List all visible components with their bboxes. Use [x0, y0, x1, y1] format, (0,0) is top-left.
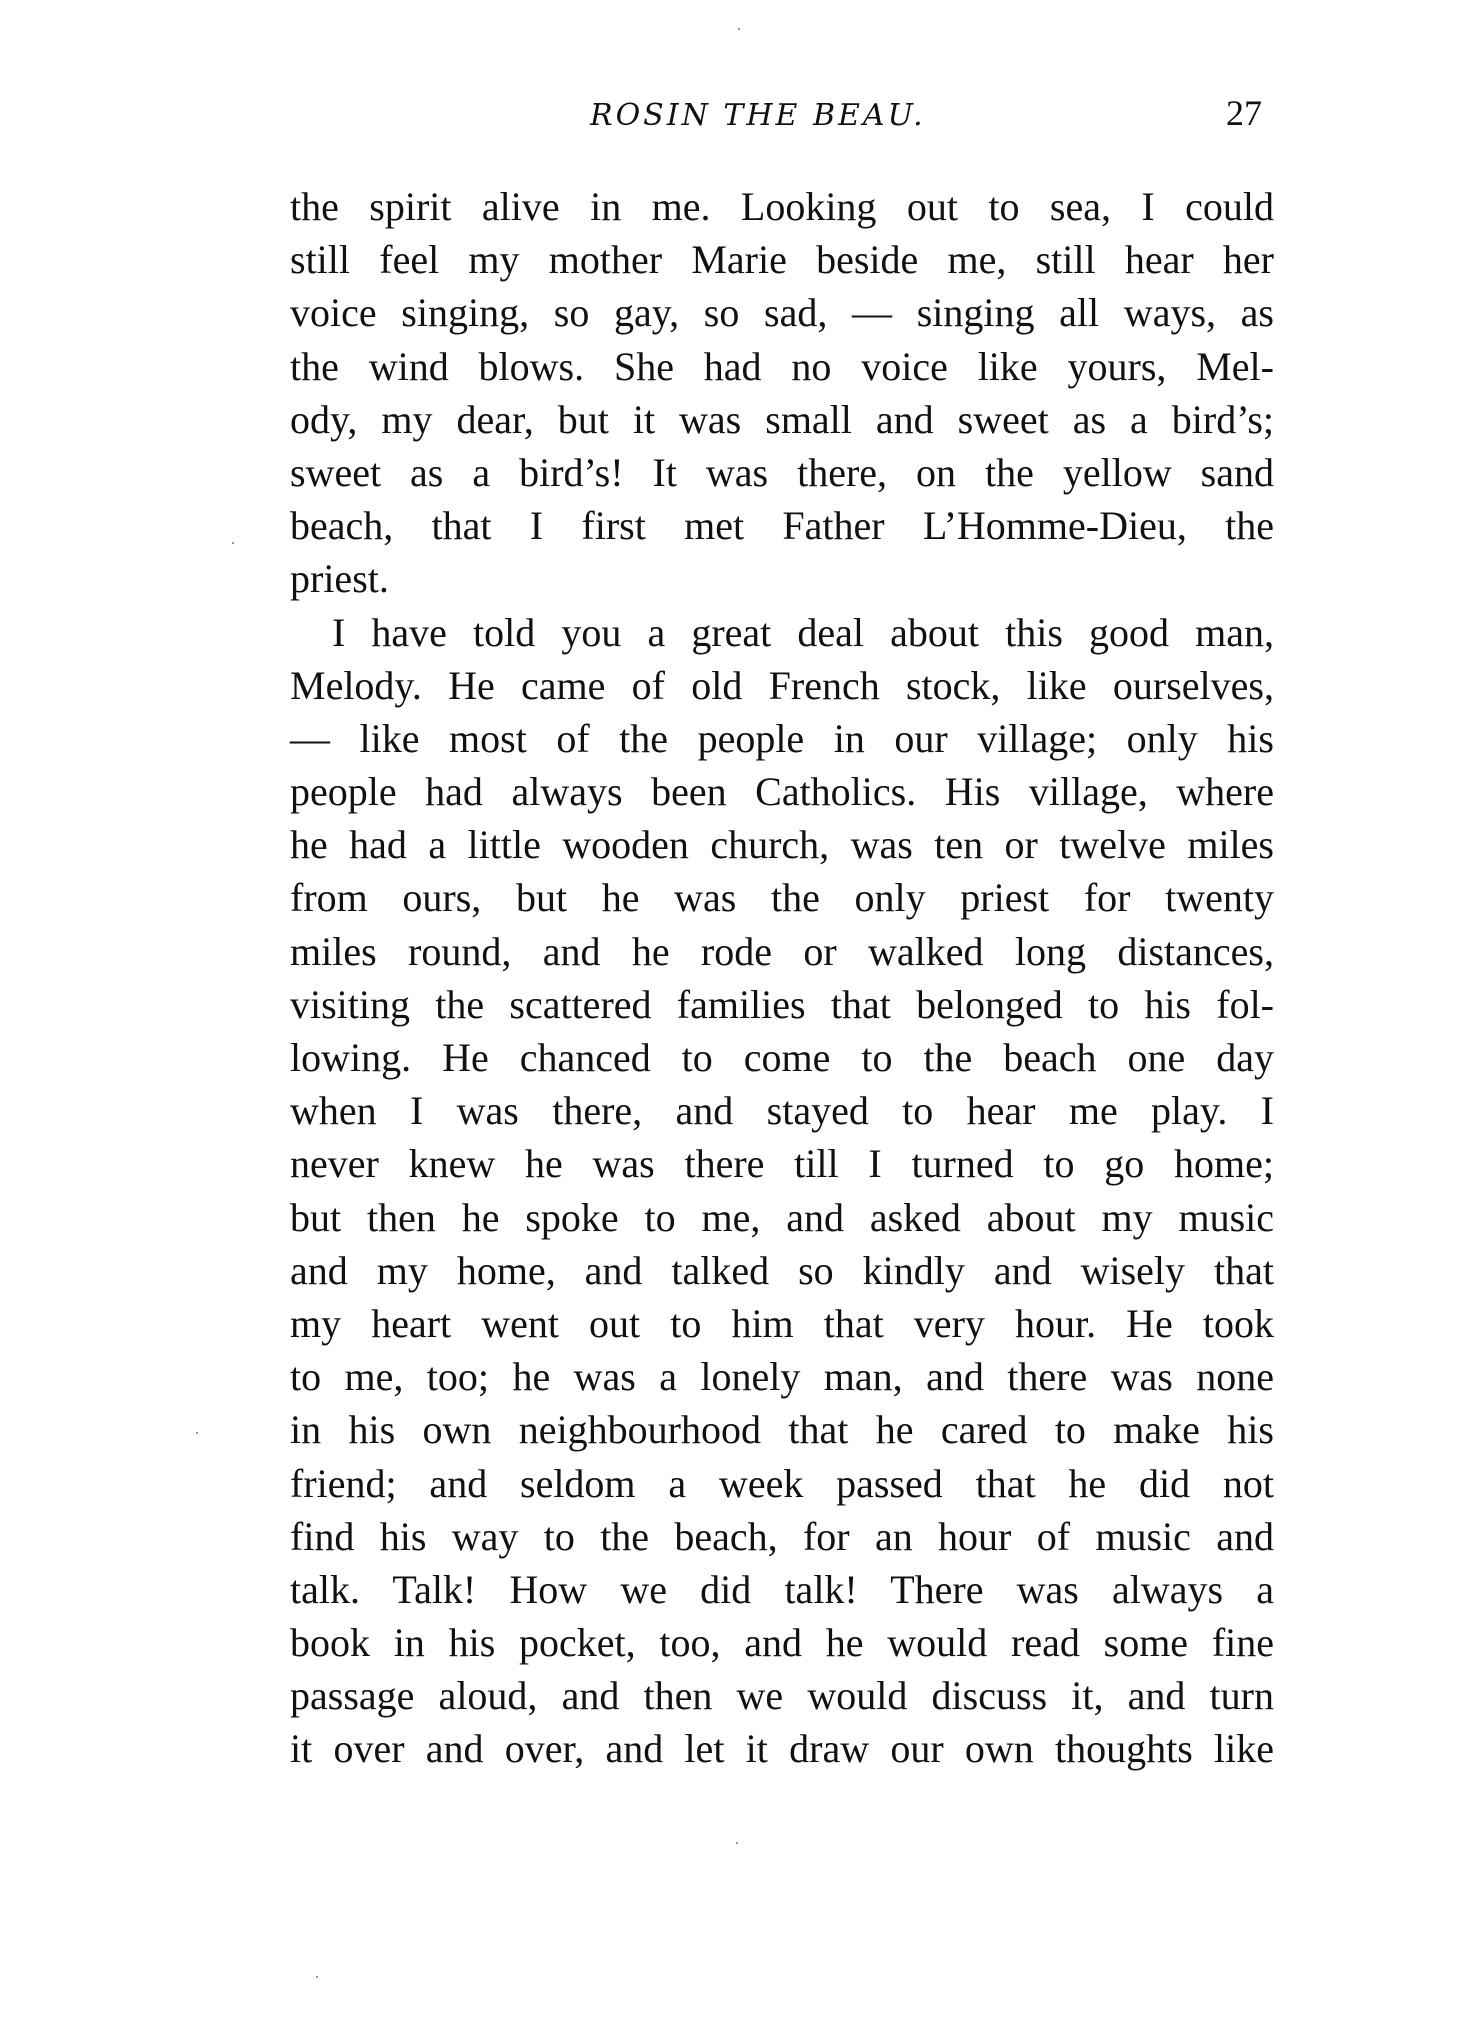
text-line: in his own neighbourhood that he cared to make his	[290, 1407, 1274, 1453]
text-line: lowing. He chanced to come to the beach one day	[290, 1035, 1274, 1080]
text-line: from ours, but he was the only priest for twenty	[290, 875, 1274, 921]
scan-speck	[232, 542, 234, 544]
text-line: book in his pocket, too, and he would read some fine	[290, 1620, 1274, 1666]
text-line: he had a little wooden church, was ten or twelve miles	[290, 822, 1274, 868]
text-line: when I was there, and stayed to hear me play. I	[290, 1088, 1274, 1134]
text-line: find his way to the beach, for an hour of music and	[290, 1513, 1274, 1559]
text-line: sweet as a bird’s! It was there, on the yellow sand	[290, 449, 1274, 495]
running-title: ROSIN THE BEAU.	[590, 98, 926, 133]
text-line: ody, my dear, but it was small and sweet as a bird’s;	[290, 396, 1274, 442]
text-line: — like most of the people in our village; only his	[290, 715, 1274, 761]
text-line: beach, that I first met Father L’Homme-Dieu, the	[290, 503, 1274, 549]
scan-speck	[316, 1976, 318, 1978]
text-line: never knew he was there till I turned to go home;	[290, 1141, 1274, 1187]
text-line: passage aloud, and then we would discuss it, and turn	[290, 1673, 1274, 1719]
scan-speck	[738, 28, 740, 30]
text-line: still feel my mother Marie beside me, still hear her	[290, 237, 1274, 283]
text-line: my heart went out to him that very hour. He took	[290, 1300, 1274, 1346]
text-line: and my home, and talked so kindly and wisely that	[290, 1247, 1274, 1293]
scan-speck	[736, 1842, 738, 1844]
page-number: 27	[1226, 93, 1262, 133]
paragraph-start-line: I have told you a great deal about this good man,	[332, 609, 1274, 655]
text-line: priest.	[290, 556, 389, 602]
text-line: but then he spoke to me, and asked about my music	[290, 1194, 1274, 1240]
text-line: voice singing, so gay, so sad, — singing all ways, as	[290, 290, 1274, 336]
text-line: the spirit alive in me. Looking out to sea, I could	[290, 184, 1274, 229]
body-text	[290, 180, 1274, 1776]
scan-speck	[196, 1432, 198, 1434]
text-line: to me, too; he was a lonely man, and there was none	[290, 1354, 1274, 1400]
text-line: visiting the scattered families that belonged to his fol-	[290, 981, 1274, 1027]
text-line: it over and over, and let it draw our own thoughts like	[290, 1726, 1274, 1772]
text-line: the wind blows. She had no voice like yours, Mel-	[290, 343, 1274, 389]
text-line: talk. Talk! How we did talk! There was always a	[290, 1566, 1274, 1612]
text-line: miles round, and he rode or walked long distances,	[290, 928, 1274, 974]
text-line: Melody. He came of old French stock, like ourselves,	[290, 662, 1274, 708]
running-head	[290, 92, 1290, 142]
text-line: people had always been Catholics. His village, where	[290, 769, 1274, 815]
text-line: friend; and seldom a week passed that he did not	[290, 1460, 1274, 1506]
